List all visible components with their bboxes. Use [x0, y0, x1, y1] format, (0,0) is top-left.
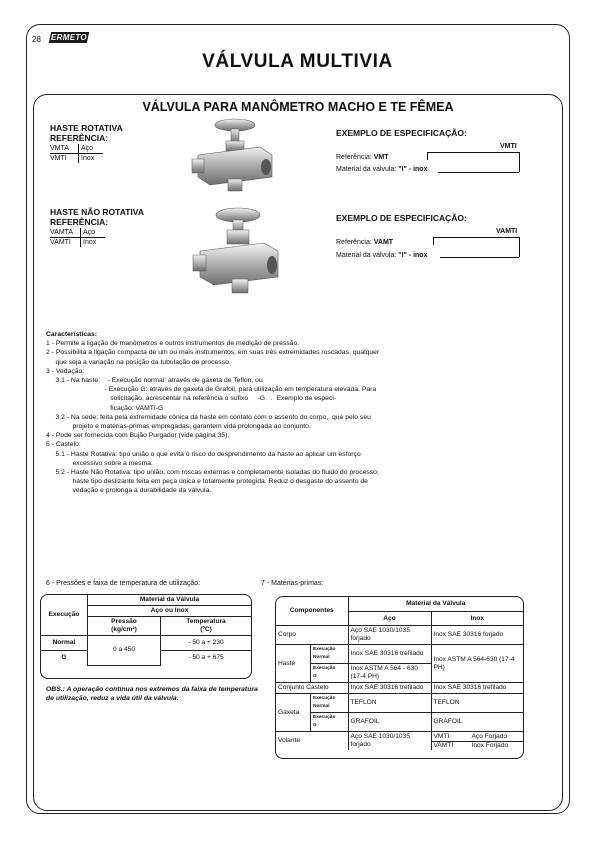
- table-row: [41, 595, 251, 606]
- pressure-note: OBS.: A operação contínua nos extremos da faixa de temperatura de utilização, reduz a vida útil da válvula.: [46, 686, 258, 702]
- spec1-bracket-bottom: [438, 172, 519, 173]
- inox-cell: TEFLON: [431, 694, 523, 713]
- spec2-bracket-left: [433, 237, 434, 245]
- spec2-code: VAMTI: [496, 228, 518, 235]
- exec-label: Execução G: [311, 664, 349, 683]
- aco-cell: Inox SAE 30316 trefilado: [348, 645, 431, 664]
- spec2-heading: EXEMPLO DE ESPECIFICAÇÃO:: [336, 213, 467, 223]
- rotating-valve-image: [190, 115, 285, 195]
- rotating-reference-label: REFERÊNCIA:: [50, 133, 109, 143]
- characteristics-line: projeto e matérias-primas empregadas, garantem vida prolongada ao conjunto.: [46, 423, 311, 431]
- inox-cell: Inox SAE 30316 trefilado: [431, 683, 523, 694]
- characteristics-line: 3.1 - Na haste: - Execução normal: através de gaxeta de Teflon, ou: [46, 377, 263, 385]
- component-name: Conjunto Castelo: [276, 683, 348, 694]
- characteristics-line: 5.1 - Haste Rotativa: tipo união o que evita o risco do desprendimento da haste ao aplicar um esforço: [46, 450, 361, 458]
- table-row: [50, 228, 105, 238]
- table-row: [50, 238, 105, 248]
- aco-cell: GRAFOIL: [348, 713, 431, 732]
- inox-cell: [431, 732, 523, 751]
- table-row: [50, 144, 103, 154]
- characteristics-block: [46, 330, 446, 496]
- spec1-reference: Referência: VMT: [336, 154, 389, 161]
- inox-cell: GRAFOIL: [431, 713, 523, 732]
- ref-code: VAMTI: [50, 238, 81, 248]
- page-number: 28: [32, 35, 41, 44]
- exec-cell: G: [41, 651, 88, 666]
- characteristics-title: Características:: [46, 331, 98, 338]
- component-name: Gaxeta: [276, 694, 311, 732]
- temp-cell: - 50 a + 675: [161, 651, 252, 666]
- table-row: [276, 626, 523, 645]
- volante-inox-row: VAMTI Inox Forjado: [433, 741, 509, 749]
- rotating-reference-table: [50, 144, 103, 163]
- spec2-bracket-top: [433, 237, 519, 238]
- header-material: Material da Válvula: [348, 597, 523, 612]
- characteristics-line: 2 - Possibilita a ligação compacta de um ou mais instrumentos, em suas três extremidades roscadas, qualquer: [46, 349, 380, 357]
- header-aco: Aço: [348, 612, 431, 626]
- header-pressao: Pressão (kg/cm²): [88, 617, 161, 636]
- page-title: VÁLVULA MULTIVIA: [202, 51, 393, 72]
- table-row: [276, 597, 523, 612]
- rotating-heading: HASTE ROTATIVA: [50, 123, 123, 133]
- header-material: Material da Válvula: [88, 595, 252, 606]
- spec1-bracket-right: [519, 152, 520, 172]
- aco-cell: TEFLON: [348, 694, 431, 713]
- aco-cell: Inox ASTM A 564 - 630 (17-4 PH): [348, 664, 431, 683]
- table-row: [276, 694, 523, 713]
- spec2-material: Material da válvula: "I" - inox: [336, 252, 428, 259]
- spec2-reference-value: VAMT: [373, 239, 394, 246]
- characteristics-line: 1 - Permite a ligação de manômetros e outros instrumentos de medição de pressão.: [46, 340, 300, 348]
- materials-table-title: 7 - Matérias-primas:: [261, 580, 324, 587]
- spec1-bracket-left: [427, 152, 428, 160]
- spec1-material-value: "I" - inox: [398, 166, 428, 173]
- exec-label: Execução Normal: [311, 645, 349, 664]
- ref-material: Inox: [83, 239, 97, 246]
- characteristics-line: - Execução G: através de gaxeta de Grafoil, para utilização em temperatura elevada. Para: [46, 386, 377, 394]
- pressure-table: [40, 594, 252, 679]
- spec1-heading: EXEMPLO DE ESPECIFICAÇÃO:: [336, 128, 467, 138]
- exec-label: Execução Normal: [311, 694, 349, 713]
- spec2-bracket-right: [519, 237, 520, 257]
- ref-code: VAMTA: [50, 228, 81, 238]
- characteristics-line: 5 - Castelo:: [46, 441, 81, 449]
- table-row: [41, 636, 251, 651]
- volante-inox-row: VMTI Aço Forjado: [432, 733, 524, 742]
- spec2-material-value: "I" - inox: [398, 252, 428, 259]
- header-execucao: Execução: [41, 595, 88, 636]
- logo-text: ERMETO: [51, 33, 87, 42]
- characteristics-line: 3 - Vedação:: [46, 367, 85, 375]
- table-row: [276, 645, 523, 664]
- aco-cell: Aço SAE 1030/1035 forjado: [348, 732, 431, 751]
- aco-cell: Aço SAE 1030/1035 forjado: [348, 626, 431, 645]
- table-row: [276, 683, 523, 694]
- characteristics-line: 4 - Pode ser fornecida com Bujão Purgador (vide página 35).: [46, 432, 230, 440]
- spec1-material: Material da válvula: "I" - inox: [336, 166, 428, 173]
- characteristics-line: 3.2 - Na sede: feita pela extremidade cônica da haste em contato com o assento do corpo, que pelo seu: [46, 413, 371, 421]
- header-componentes: Componentes: [276, 597, 348, 626]
- non-rotating-valve-image: [190, 205, 290, 297]
- inox-cell: Inox ASTM A 564-630 (17-4 PH): [431, 645, 523, 683]
- characteristics-line: que seja a variação na posição da tubulação de processo.: [46, 358, 231, 366]
- rotating-reference-block: [50, 123, 160, 163]
- table-row: [276, 713, 523, 732]
- characteristics-line: ficação: VAMTI-G: [46, 404, 164, 412]
- header-aco-inox: Aço ou Inox: [88, 606, 252, 617]
- spec2-bracket-bottom: [440, 257, 519, 258]
- characteristics-line: 5.2 - Haste Não Rotativa: tipo união, com roscas externas e completamente isoladas do fluido do processo;: [46, 469, 379, 477]
- component-name: Haste: [276, 645, 311, 683]
- spec1-reference-value: VMT: [373, 154, 389, 161]
- ref-code: VMTI: [50, 154, 79, 164]
- header-temperatura: Temperatura (ºC): [161, 617, 252, 636]
- table-row: [50, 154, 103, 164]
- non-rotating-reference-table: [50, 228, 105, 247]
- ermeto-logo: [49, 32, 89, 43]
- ref-code: VMTA: [50, 144, 79, 154]
- temp-cell: - 50 a + 230: [161, 636, 252, 651]
- non-rotating-heading: HASTE NÃO ROTATIVA: [50, 207, 144, 217]
- ref-material: Aço: [79, 144, 104, 154]
- inox-cell: Inox SAE 30316 forjado: [431, 626, 523, 645]
- spec1-bracket-top: [427, 152, 519, 153]
- exec-label: Execução G: [311, 713, 349, 732]
- characteristics-line: excessivo sobre a mesma.: [46, 459, 153, 467]
- non-rotating-reference-label: REFERÊNCIA:: [50, 217, 109, 227]
- header-inox: Inox: [431, 612, 523, 626]
- non-rotating-reference-block: [50, 207, 160, 247]
- pressure-value: 0 a 450: [88, 636, 161, 666]
- characteristics-line: vedação e prolonga a durabilidade da válvula.: [46, 487, 212, 495]
- materials-table: [275, 596, 524, 759]
- table-row: [276, 732, 523, 751]
- characteristics-line: haste tipo deslizante feita em peça única e totalmente protegida. Reduz o desgaste do assento de: [46, 478, 368, 486]
- characteristics-line: solicitação, acrescentar na referência o sufixo -G . Exemplo de especi-: [46, 395, 337, 403]
- ref-material: Aço: [81, 228, 106, 238]
- aco-cell: Inox SAE 30316 trefilado: [348, 683, 431, 694]
- section-title: VÁLVULA PARA MANÔMETRO MACHO E TE FÊMEA: [142, 100, 454, 114]
- pressure-table-title: 6 - Pressões e faixa de temperatura de utilização:: [46, 580, 201, 587]
- spec1-code: VMTI: [500, 143, 517, 150]
- exec-cell: Normal: [41, 636, 88, 651]
- spec2-reference: Referência: VAMT: [336, 239, 394, 246]
- ref-material: Inox: [81, 155, 95, 162]
- component-name: Volante: [276, 732, 348, 751]
- component-name: Corpo: [276, 626, 348, 645]
